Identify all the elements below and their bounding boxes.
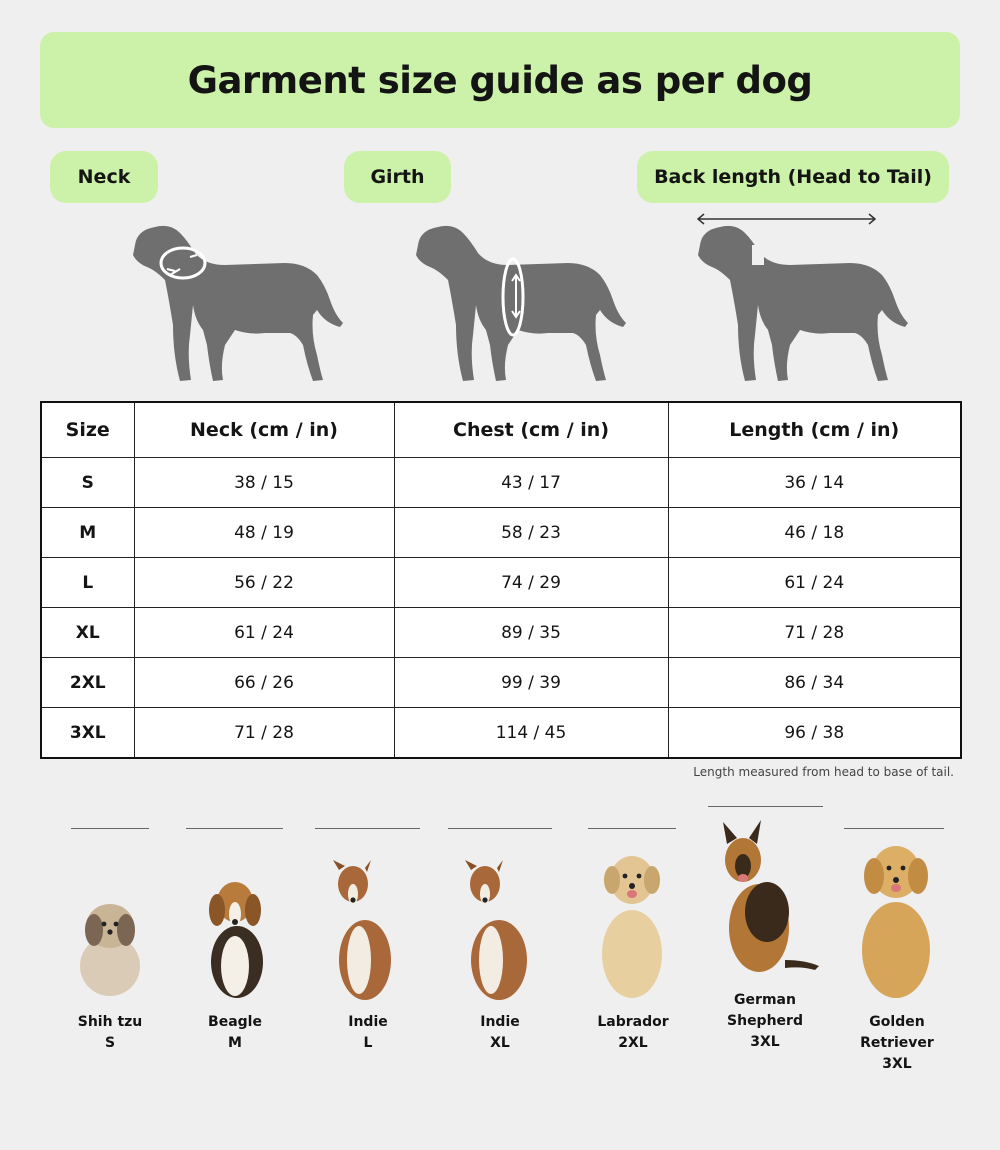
length-cell: 36 / 14 <box>668 458 961 508</box>
table-row <box>41 658 961 708</box>
breed-name: Indie <box>480 1014 520 1030</box>
breed-size: 2XL <box>618 1035 648 1051</box>
back-length-label: Back length (Head to Tail) <box>637 151 949 203</box>
size-cell: S <box>41 458 134 508</box>
dog-silhouette-icon <box>133 226 343 381</box>
breed-name: Shih tzu <box>77 1014 143 1030</box>
indie-dog-image <box>323 860 403 1002</box>
golden-retriever-image <box>854 838 938 1002</box>
breed-size: 3XL <box>750 1034 780 1050</box>
page-title: Garment size guide as per dog <box>187 58 813 102</box>
chest-cell: 74 / 29 <box>394 558 668 608</box>
dog-silhouette-icon <box>416 226 626 381</box>
shih-tzu-image <box>70 896 150 998</box>
measurement-note: Length measured from head to base of tail. <box>693 765 954 779</box>
neck-cell: 48 / 19 <box>134 508 394 558</box>
table-row <box>41 508 961 558</box>
breed-shih-tzu <box>68 828 152 1058</box>
indie-dog-image <box>455 860 545 1002</box>
neck-cell: 61 / 24 <box>134 608 394 658</box>
size-cell: M <box>41 508 134 558</box>
breed-size: 3XL <box>882 1056 912 1072</box>
table-header-row <box>41 402 961 458</box>
size-cell: 2XL <box>41 658 134 708</box>
title-banner <box>40 32 960 128</box>
size-cell: 3XL <box>41 708 134 759</box>
breed-name: German Shepherd <box>727 992 803 1029</box>
chest-cell: 99 / 39 <box>394 658 668 708</box>
neck-cell: 71 / 28 <box>134 708 394 759</box>
breed-name: Beagle <box>208 1014 262 1030</box>
neck-cell: 56 / 22 <box>134 558 394 608</box>
back-length-illustration <box>690 205 915 385</box>
breed-size: M <box>228 1035 242 1051</box>
breed-size: XL <box>490 1035 510 1051</box>
beagle-image <box>195 876 275 1000</box>
table-row <box>41 458 961 508</box>
neck-cell: 66 / 26 <box>134 658 394 708</box>
girth-label: Girth <box>344 151 451 203</box>
header-length: Length (cm / in) <box>668 402 961 458</box>
chest-cell: 89 / 35 <box>394 608 668 658</box>
breed-size: S <box>104 1035 116 1051</box>
table-row <box>41 558 961 608</box>
breed-german-shepherd <box>705 806 825 1058</box>
size-chart-table <box>40 401 962 759</box>
length-cell: 86 / 34 <box>668 658 961 708</box>
header-size: Size <box>41 402 134 458</box>
length-cell: 46 / 18 <box>668 508 961 558</box>
chest-cell: 43 / 17 <box>394 458 668 508</box>
breed-name: Golden Retriever <box>860 1014 934 1051</box>
german-shepherd-image <box>715 820 825 982</box>
dog-silhouette-icon <box>698 226 908 381</box>
length-cell: 61 / 24 <box>668 558 961 608</box>
chest-cell: 58 / 23 <box>394 508 668 558</box>
breed-size: L <box>363 1035 373 1051</box>
size-cell: L <box>41 558 134 608</box>
breed-name: Indie <box>348 1014 388 1030</box>
neck-measure-illustration <box>125 205 350 385</box>
size-cell: XL <box>41 608 134 658</box>
header-neck: Neck (cm / in) <box>134 402 394 458</box>
table-row <box>41 708 961 759</box>
table-row <box>41 608 961 658</box>
breed-beagle <box>180 828 290 1058</box>
breed-name: Labrador <box>597 1014 669 1030</box>
breed-indie-xl <box>445 828 555 1058</box>
breed-golden-retriever <box>834 828 960 1072</box>
double-arrow-icon <box>698 214 875 224</box>
girth-measure-illustration <box>408 205 633 385</box>
breed-indie-l <box>313 828 423 1058</box>
neck-label: Neck <box>50 151 158 203</box>
length-cell: 96 / 38 <box>668 708 961 759</box>
header-chest: Chest (cm / in) <box>394 402 668 458</box>
neck-cell: 38 / 15 <box>134 458 394 508</box>
breed-labrador <box>578 828 688 1058</box>
length-cell: 71 / 28 <box>668 608 961 658</box>
chest-cell: 114 / 45 <box>394 708 668 759</box>
labrador-image <box>592 850 672 1002</box>
